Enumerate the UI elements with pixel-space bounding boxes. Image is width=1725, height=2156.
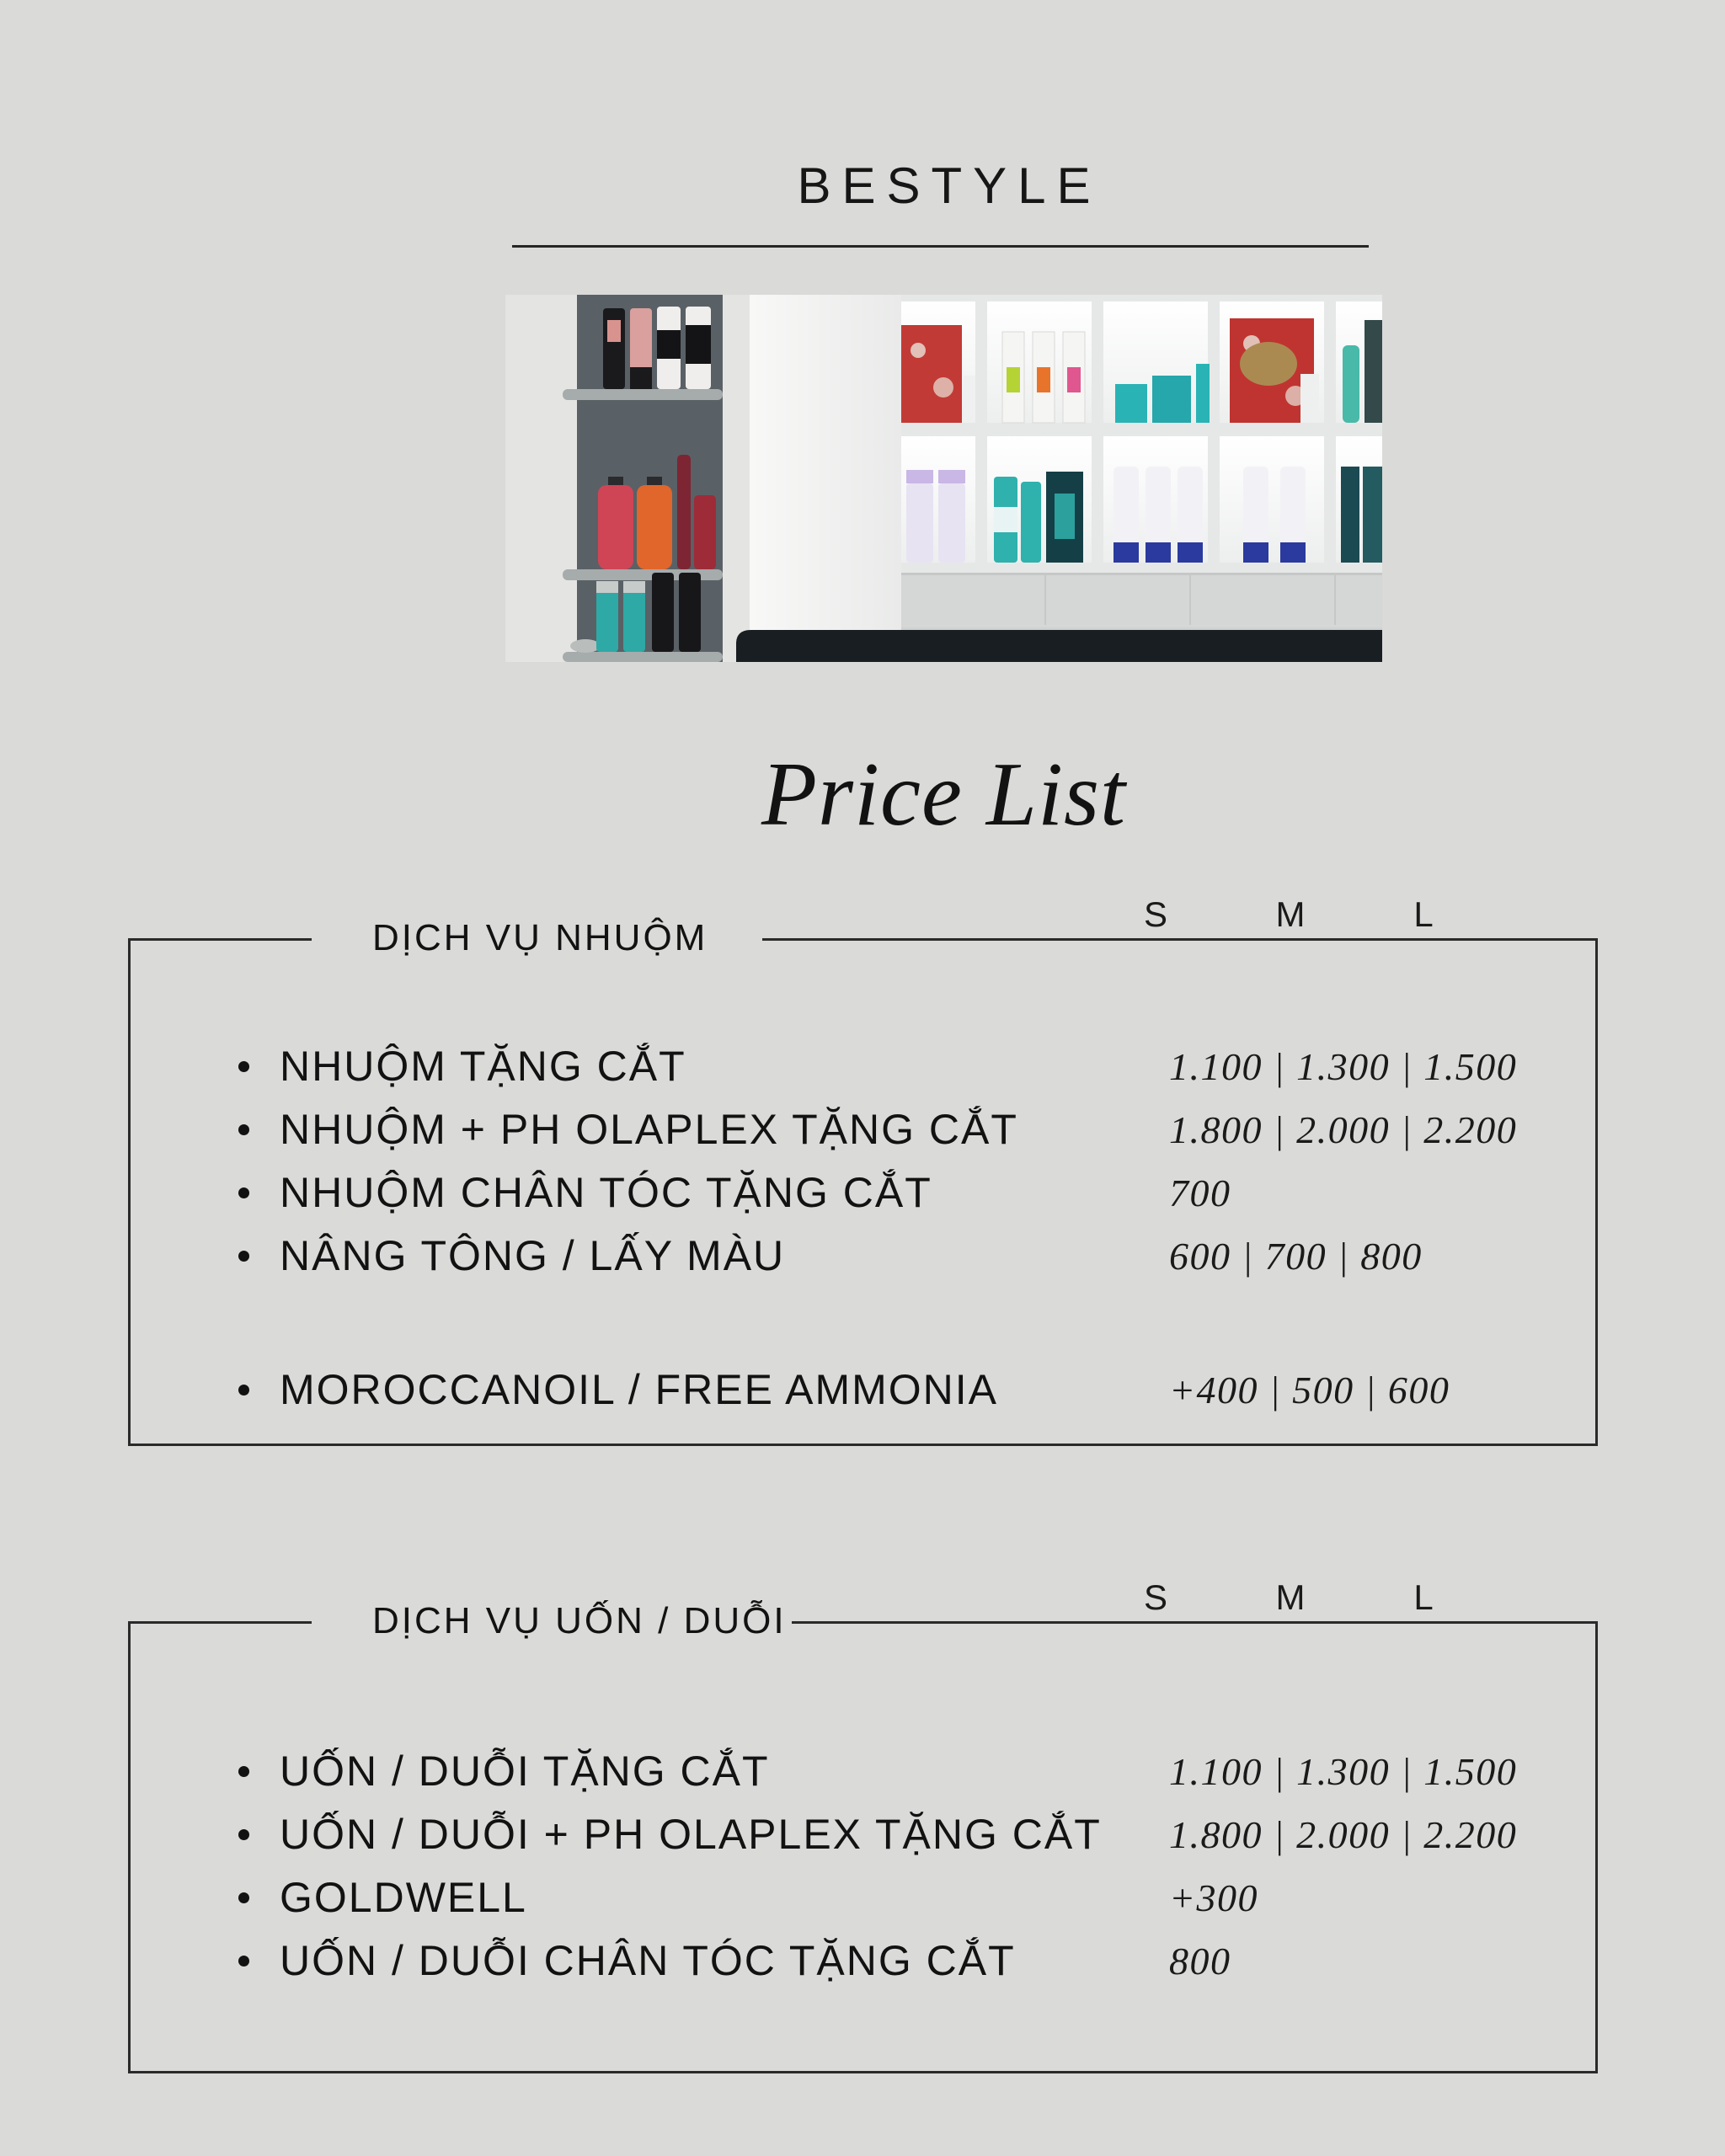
service-row <box>0 1746 1725 1796</box>
bullet-icon <box>238 1124 249 1135</box>
page-title: Price List <box>761 744 1126 845</box>
service-label: GOLDWELL <box>280 1874 527 1921</box>
section-title-nhuom: DỊCH VỤ NHUỘM <box>372 917 708 958</box>
bullet-icon <box>238 1766 249 1777</box>
size-column-l: L <box>1413 894 1434 934</box>
service-row <box>0 1809 1725 1860</box>
size-column-m: M <box>1275 1577 1306 1617</box>
bullet-icon <box>238 1956 249 1967</box>
size-column-s: S <box>1143 1577 1167 1617</box>
bullet-icon <box>238 1892 249 1903</box>
service-price: 1.800 | 2.000 | 2.200 <box>1169 1812 1518 1856</box>
bullet-icon <box>238 1187 249 1198</box>
section-title-uon-duoi: DỊCH VỤ UỐN / DUỖI <box>372 1600 787 1641</box>
service-row <box>0 1104 1725 1155</box>
service-row <box>0 1935 1725 1986</box>
bullet-icon <box>238 1251 249 1262</box>
service-label: UỐN / DUỖI TẶNG CẮT <box>280 1748 770 1795</box>
service-price: +400 | 500 | 600 <box>1169 1368 1450 1412</box>
service-label: UỐN / DUỖI + PH OLAPLEX TẶNG CẮT <box>280 1811 1102 1858</box>
service-label: NHUỘM TẶNG CẮT <box>280 1043 686 1090</box>
size-column-s: S <box>1143 894 1167 934</box>
service-row <box>0 1364 1725 1415</box>
service-label: NHUỘM + PH OLAPLEX TẶNG CẮT <box>280 1106 1018 1153</box>
brand-wordmark: BESTYLE <box>797 157 1102 214</box>
salon-photo <box>505 295 1382 662</box>
service-row <box>0 1167 1725 1218</box>
size-column-m: M <box>1275 894 1306 934</box>
service-row <box>0 1230 1725 1281</box>
service-price: 1.100 | 1.300 | 1.500 <box>1169 1749 1518 1793</box>
service-price: 700 <box>1169 1171 1231 1214</box>
service-price: +300 <box>1169 1876 1259 1919</box>
service-label: UỐN / DUỖI CHÂN TÓC TẶNG CẮT <box>280 1937 1016 1984</box>
service-label: MOROCCANOIL / FREE AMMONIA <box>280 1366 999 1413</box>
corner-shelf-unit <box>563 295 723 662</box>
service-label: NÂNG TÔNG / LẤY MÀU <box>280 1232 786 1279</box>
size-column-l: L <box>1413 1577 1434 1617</box>
bullet-icon <box>238 1061 249 1072</box>
cubby-grid <box>901 295 1382 573</box>
bullet-icon <box>238 1829 249 1840</box>
service-row <box>0 1872 1725 1923</box>
service-price: 800 <box>1169 1939 1231 1983</box>
service-price: 600 | 700 | 800 <box>1169 1234 1423 1278</box>
bullet-icon <box>238 1385 249 1396</box>
service-price: 1.100 | 1.300 | 1.500 <box>1169 1044 1518 1088</box>
service-price: 1.800 | 2.000 | 2.200 <box>1169 1107 1518 1151</box>
header-divider <box>512 245 1369 248</box>
service-row <box>0 1041 1725 1091</box>
service-label: NHUỘM CHÂN TÓC TẶNG CẮT <box>280 1169 932 1216</box>
white-column <box>750 295 901 662</box>
